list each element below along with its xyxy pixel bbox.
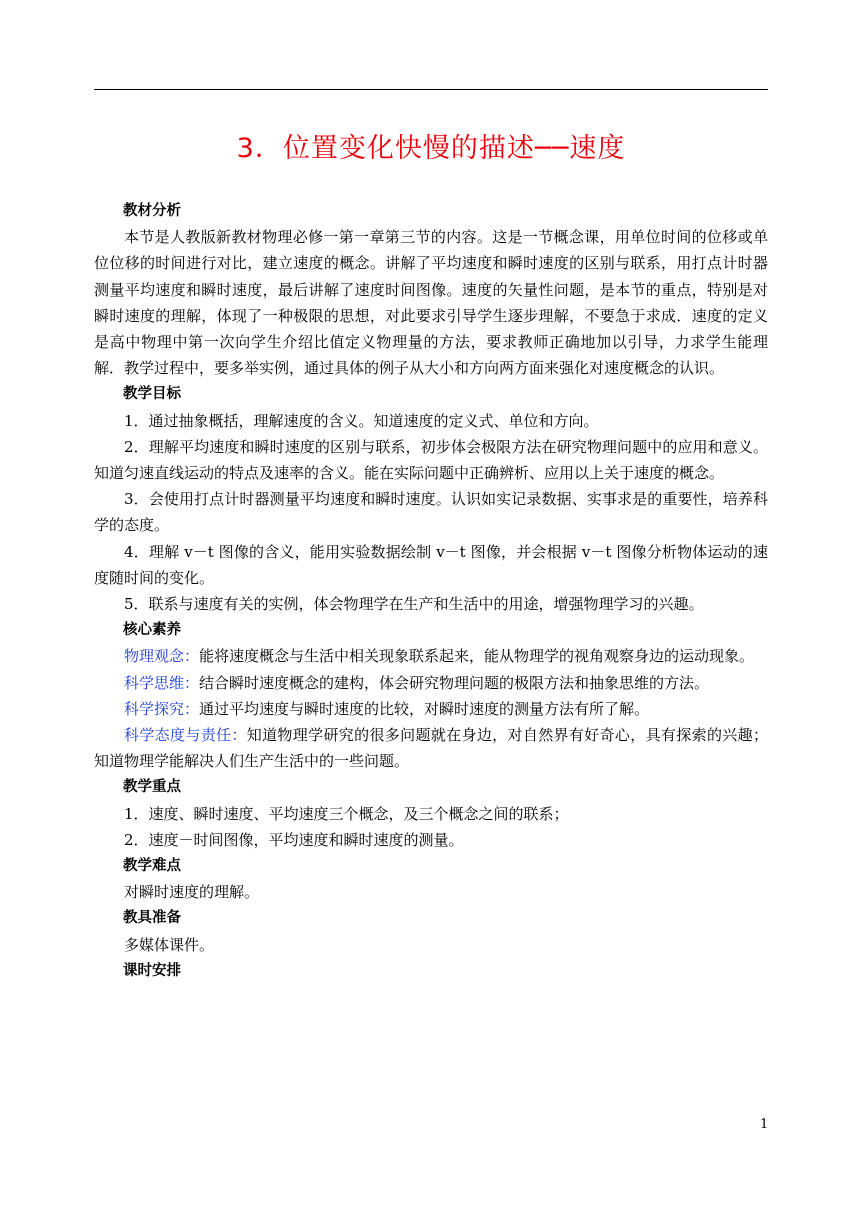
literacy-label: 物理观念：: [124, 647, 200, 666]
literacy-item: [94, 643, 768, 669]
difficulty-text: 对瞬时速度的理解。: [124, 883, 260, 902]
page-number: 1: [760, 1117, 769, 1132]
tools-text: 多媒体课件。: [124, 935, 215, 954]
literacy-label: 科学态度与责任：: [124, 726, 247, 745]
header-rule: [94, 89, 768, 90]
goal-item: 3．会使用打点计时器测量平均速度和瞬时速度。认识如实记录数据、实事求是的重要性，培养科学的态度。: [94, 490, 768, 535]
key-point-item: 1．速度、瞬时速度、平均速度三个概念，及三个概念之间的联系；: [124, 804, 569, 823]
schedule-heading: 课时安排: [123, 962, 181, 979]
page-title: 3．位置变化快慢的描述──速度: [236, 133, 626, 164]
goal-item: 2．理解平均速度和瞬时速度的区别与联系，初步体会极限方法在研究物理问题中的应用和意义。知道匀速直线运动的特点及速率的含义。能在实际问题中正确辨析、应用以上关于速度的概念。: [94, 437, 768, 483]
key-point-item: 2．速度－时间图像，平均速度和瞬时速度的测量。: [124, 830, 464, 849]
literacy-text: 结合瞬时速度概念的建构，体会研究物理问题的极限方法和抽象思维的方法。: [199, 673, 710, 692]
literacy-text: 知道物理学研究的很多问题就在身边，对自然界有好奇心，具有探索的兴趣；知道物理学能解决人们生产生活中的一些问题。: [94, 726, 768, 771]
goal-item: 4．理解 v－t 图像的含义，能用实验数据绘制 v－t 图像，并会根据 v－t 图像分析物体运动的速度随时间的变化。: [94, 542, 768, 587]
document-body: [94, 198, 768, 984]
key-points-heading: 教学重点: [123, 779, 181, 796]
goal-item: 5．联系与速度有关的实例，体会物理学在生产和生活中的用途，增强物理学习的兴趣。: [124, 595, 704, 614]
analysis-paragraph: 本节是人教版新教材物理必修一第一章第三节的内容。这是一节概念课，用单位时间的位移或单位位移的时间进行对比，建立速度的概念。讲解了平均速度和瞬时速度的区别与联系，用打点计时器测量平均速度和瞬时速度，最后讲解了速度时间图像。速度的矢量性问题，是本节的重点，特别是对瞬时速度的理解，体现了一种极限的思想，对此要求引导学生逐步理解，不要急于求成．速度的定义是高中物理中第一次向学生介绍比值定义物理量的方法，要求教师正确地加以引导，力求学生能理解．教学过程中，要多举实例，通过具体的例子从大小和方向两方面来强化对速度概念的认识。: [94, 228, 768, 378]
difficulty-heading: 教学难点: [123, 858, 181, 875]
literacy-text: 能将速度概念与生活中相关现象联系起来，能从物理学的视角观察身边的运动现象。: [199, 647, 755, 666]
goal-item: 1．通过抽象概括，理解速度的含义。知道速度的定义式、单位和方向。: [124, 411, 599, 430]
literacy-label: 科学思维：: [124, 673, 200, 692]
literacy-item: [94, 722, 768, 774]
literacy-text: 通过平均速度与瞬时速度的比较，对瞬时速度的测量方法有所了解。: [199, 699, 650, 718]
literacy-label: 科学探究：: [124, 699, 200, 718]
tools-heading: 教具准备: [123, 910, 181, 927]
literacy-item: [94, 670, 768, 696]
goals-heading: 教学目标: [123, 386, 181, 403]
analysis-heading: 教材分析: [123, 203, 181, 219]
literacy-heading: 核心素养: [123, 622, 181, 639]
literacy-item: [94, 696, 768, 722]
